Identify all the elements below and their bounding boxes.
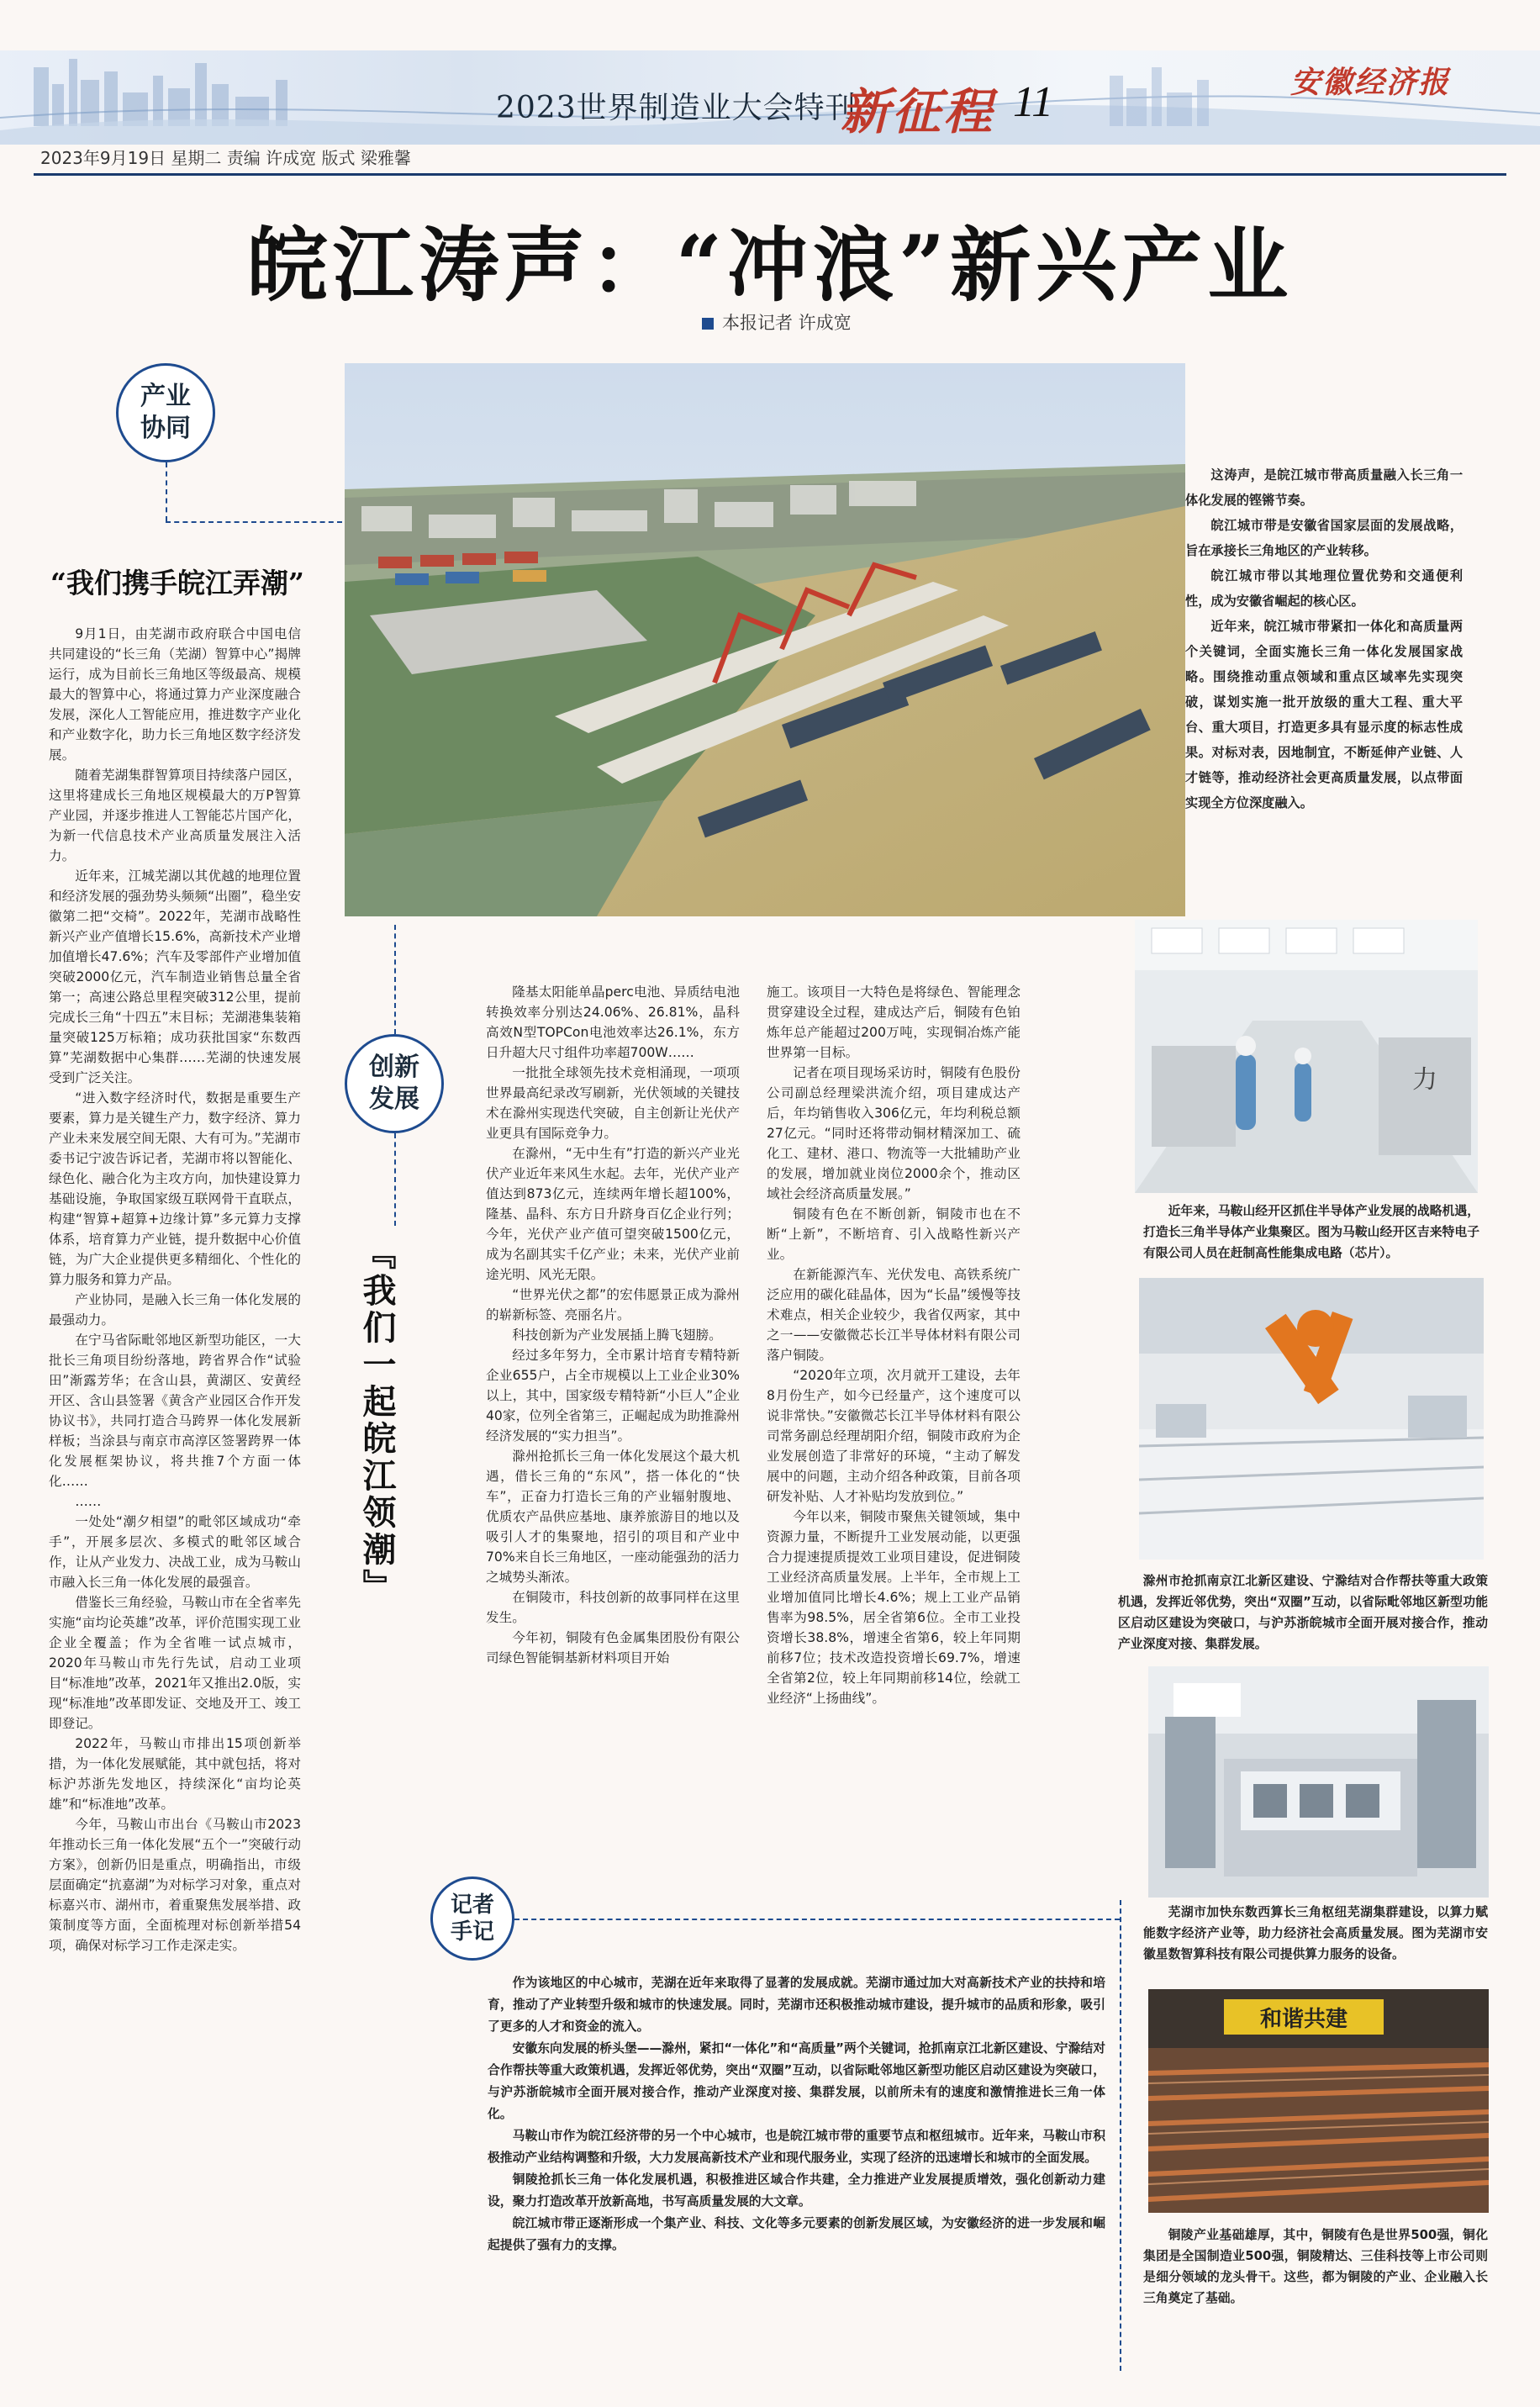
badge-industry-synergy: 产业协同 bbox=[116, 363, 215, 462]
paragraph: “世界光伏之都”的宏伟愿景正成为滁州的崭新标签、亮丽名片。 bbox=[486, 1287, 740, 1322]
left-article-column bbox=[49, 624, 301, 1956]
photo-copper-factory bbox=[1148, 1989, 1489, 2213]
connector-line bbox=[514, 1919, 1120, 1920]
connector-line bbox=[394, 925, 396, 1034]
paragraph: 记者在项目现场采访时，铜陵有色股份公司副总经理梁洪流介绍，项目建成达产后，年均销售收入306亿元，年均利税总额27亿元。“同时还将带动铜材精深加工、硫化工、建材、港口、物流等一大批辅助产业的发展，增加就业岗位2000余个，推动区域社会经济高质量发展。” bbox=[767, 1065, 1021, 1201]
hero-photo-port bbox=[345, 363, 1185, 916]
paragraph: 在铜陵市，科技创新的故事同样在这里发生。 bbox=[486, 1590, 740, 1625]
caption-paragraph: 这涛声，是皖江城市带高质量融入长三角一体化发展的铿锵节奏。 bbox=[1185, 467, 1463, 508]
photo-robot-arm-factory bbox=[1139, 1278, 1484, 1560]
page-number: 11 bbox=[1013, 78, 1054, 126]
paragraph: “2020年立项，次月就开工建设，去年8月份生产，如今已经量产，这个速度可以说非常快。”安徽微芯长江半导体材料有限公司常务副总经理胡阳介绍，铜陵市政府为企业发展创造了非常好的环境，“主动了解发展中的问题，主动介绍各种政策，目前各项研发补贴、人才补贴均发放到位。” bbox=[767, 1368, 1021, 1504]
note-paragraph: 马鞍山市作为皖江经济带的另一个中心城市，也是皖江城市带的重要节点和枢纽城市。近年来，马鞍山市积极推动产业结构调整和升级，大力发展高新技术产业和现代服务业，实现了经济的迅速增长和城市的全面发展。 bbox=[488, 2129, 1105, 2165]
caption-paragraph: 近年来，皖江城市带紧扣一体化和高质量两个关键词，全面实施长三角一体化发展国家战略。围绕推动重点领域和重点区域率先实现突破，谋划实施一批开放级的重大工程、重大平台、重大项目，打造更多具有显示度的标志性成果。对标对表，因地制宜，不断延伸产业链、人才链等，推动经济社会更高质量发展，以点带面实现全方位深度融入。 bbox=[1185, 619, 1463, 810]
paragraph: 一批批全球领先技术竞相涌现，一项项世界最高纪录改写刷新，光伏领域的关键技术在滁州实现迭代突破，自主创新让光伏产业更具有国际竞争力。 bbox=[486, 1065, 740, 1141]
paragraph: 今年初，铜陵有色金属集团股份有限公司绿色智能铜基新材料项目开始 bbox=[486, 1630, 740, 1665]
paragraph: 2022年，马鞍山市排出15项创新举措，为一体化发展赋能，其中就包括，将对标沪苏浙先发地区，持续深化“亩均论英雄”和“标准地”改革。 bbox=[49, 1736, 301, 1812]
photo-sign-text: 力 bbox=[1412, 1065, 1437, 1095]
note-paragraph: 铜陵抢抓长三角一体化发展机遇，积极推进区域合作共建，全力推进产业发展提质增效，强化创新动力建设，聚力打造改革开放新高地，书写高质量发展的大文章。 bbox=[488, 2172, 1105, 2209]
photo-caption: 铜陵产业基础雄厚，其中，铜陵有色是世界500强，铜化集团是全国制造业500强，铜陵精达、三佳科技等上市公司则是细分领域的龙头骨干。这些，都为铜陵的产业、企业融入长三角奠定了基础。 bbox=[1143, 2228, 1488, 2305]
paragraph: 隆基太阳能单晶perc电池、异质结电池转换效率分别达24.06%、26.81%，晶科高效N型TOPCon电池效率达26.1%，东方日升超大尺寸组件功率超700W…… bbox=[486, 984, 740, 1060]
paragraph: 今年，马鞍山市出台《马鞍山市2023年推动长三角一体化发展“五个一”突破行动方案》，创新仍旧是重点，明确指出，市级层面确定“抗嘉湖”为对标学习对象，重点对标嘉兴市、湖州市，着重聚焦发展举措、政策制度等方面，全面梳理对标创新举措54项，确保对标学习工作走深走实。 bbox=[49, 1817, 301, 1953]
photo-caption: 近年来，马鞍山经开区抓住半导体产业发展的战略机遇，打造长三角半导体产业集聚区。图为马鞍山经开区吉来特电子有限公司人员在赶制高性能集成电路（芯片）。 bbox=[1143, 1204, 1479, 1260]
caption-paragraph: 皖江城市带以其地理位置优势和交通便利性，成为安徽省崛起的核心区。 bbox=[1185, 568, 1463, 609]
paragraph: 在新能源汽车、光伏发电、高铁系统广泛应用的碳化硅晶体，因为“长晶”缓慢等技术难点，相关企业较少，我省仅两家，其中之一——安徽微芯长江半导体材料有限公司落户铜陵。 bbox=[767, 1267, 1021, 1363]
paragraph: 在宁马省际毗邻地区新型功能区，一大批长三角项目纷纷落地，跨省界合作“试验田”渐露芳华；在含山县，黄湖区、安黄经开区、含山县签署《黄含产业园区合作开发协议书》，共同打造合马跨界一体化发展新样板；当涂县与南京市高淳区签署跨界一体化发展框架协议，将共推7个方面一体化…… bbox=[49, 1333, 301, 1489]
paragraph: 今年以来，铜陵市聚焦关键领域，集中资源力量，不断提升工业发展动能，以更强合力提速提质提效工业项目建设，促进铜陵工业经济高质量发展。上半年，全市规上工业增加值同比增长4.6%；规上工业产品销售率为98.5%，居全省第6位。全市工业投资增长38.8%，增速全省第6，较上年同期前移7位；技术改造投资增长69.7%，增速全省第2位，较上年同期前移14位，绘就工业经济“上扬曲线”。 bbox=[767, 1509, 1021, 1706]
paragraph: 一处处“潮夕相望”的毗邻区域成功“牵手”，开展多层次、多模式的毗邻区域合作，让从产业发力、决战工业，成为马鞍山市融入长三角一体化发展的最强音。 bbox=[49, 1514, 301, 1590]
calligraphy-title: 新征程 bbox=[841, 83, 995, 140]
paragraph: 借鉴长三角经验，马鞍山市在全省率先实施“亩均论英雄”改革，评价范围实现工业企业全覆盖；作为全省唯一试点城市，2020年马鞍山市先行先试，启动工业项目“标准地”改革，2021年又推出2.0版，实现“标准地”改革即发证、交地及开工、竣工即登记。 bbox=[49, 1595, 301, 1731]
photo-caption: 芜湖市加快东数西算长三角枢纽芜湖集群建设，以算力赋能数字经济产业等，助力经济社会高质量发展。图为芜湖市安徽星数智算科技有限公司提供算力服务的设备。 bbox=[1143, 1905, 1488, 1961]
paragraph: 滁州抢抓长三角一体化发展这个最大机遇，借长三角的“东风”，搭一体化的“快车”，正奋力打造长三角的产业辐射腹地、优质农产品供应基地、康养旅游目的地以及吸引人才的集聚地，招引的项目和产业中70%来自长三角地区，一座动能强劲的活力之城势头渐浓。 bbox=[486, 1449, 740, 1585]
paragraph: 在滁州，“无中生有”打造的新兴产业光伏产业近年来风生水起。去年，光伏产业产值达到873亿元，连续两年增长超100%，隆基、晶科、东方日升跻身百亿企业行列；今年，光伏产业产值可望突破1500亿元，成为名副其实千亿产业；未来，光伏产业前途光明、风光无限。 bbox=[486, 1146, 740, 1282]
paragraph: 近年来，江城芜湖以其优越的地理位置和经济发展的强劲势头频频“出圈”，稳坐安徽第二把“交椅”。2022年，芜湖市战略性新兴产业产值增长15.6%，高新技术产业增加值增长47.6%；汽车及零部件产业增加值突破2000亿元，汽车制造业销售总量全省第一；高速公路总里程突破312公里，提前完成长三角“十四五”末目标；芜湖港集装箱量突破125万标箱；成功获批国家“东数西算”芜湖数据中心集群……芜湖的快速发展受到广泛关注。 bbox=[49, 868, 301, 1085]
paragraph: 科技创新为产业发展插上腾飞翅膀。 bbox=[512, 1328, 722, 1343]
paragraph: 经过多年努力，全市累计培育专精特新企业655户，占全市规模以上工业企业30%以上，其中，国家级专精特新“小巨人”企业40家，位列全省第三，正崛起成为助推滁州经济发展的“实力担当”。 bbox=[486, 1348, 740, 1444]
caption-paragraph: 皖江城市带是安徽省国家层面的发展战略，旨在承接长三角地区的产业转移。 bbox=[1185, 518, 1463, 558]
byline-square-icon bbox=[702, 318, 714, 330]
photo-caption: 滁州市抢抓南京江北新区建设、宁滁结对合作帮扶等重大政策机遇，发挥近邻优势，突出“双圈”互动，以省际毗邻地区新型功能区启动区建设为突破口，与沪苏浙皖城市全面开展对接合作，推动产业深度对接、集群发展。 bbox=[1118, 1574, 1488, 1651]
connector-line bbox=[166, 521, 342, 523]
vertical-section-title: 『我们一起皖江领潮』 bbox=[357, 1236, 397, 1606]
special-issue-title: 2023世界制造业大会特刊 · bbox=[496, 91, 878, 125]
photo-banner-text: 和谐共建 bbox=[1259, 2007, 1348, 2032]
article-column-a bbox=[486, 982, 740, 1668]
badge-reporter-notes: 记者手记 bbox=[430, 1877, 514, 1961]
page-headline: 皖江涛声：“冲浪”新兴产业 bbox=[246, 218, 1294, 313]
connector-line bbox=[166, 462, 167, 521]
paragraph: 施工。该项目一大特色是将绿色、智能理念贯穿建设全过程，建成达产后，铜陵有色铂炼年总产能超过200万吨，实现铜冶炼产能世界第一目标。 bbox=[767, 984, 1021, 1060]
header-rule bbox=[34, 173, 1506, 176]
paragraph: 随着芜湖集群智算项目持续落户园区，这里将建成长三角地区规模最大的万P智算产业园，并逐步推进人工智能芯片国产化，为新一代信息技术产业高质量发展注入活力。 bbox=[49, 768, 301, 863]
paragraph: …… bbox=[75, 1494, 102, 1509]
note-paragraph: 皖江城市带正逐渐形成一个集产业、科技、文化等多元要素的创新发展区域，为安徽经济的进一步发展和崛起提供了强有力的支撑。 bbox=[488, 2216, 1105, 2252]
hero-caption bbox=[1185, 462, 1463, 816]
dateline: 2023年9月19日 星期二 责编 许成宽 版式 梁雅馨 bbox=[40, 148, 411, 168]
newspaper-logo: 安徽经济报 bbox=[1290, 65, 1451, 100]
connector-line bbox=[394, 1133, 396, 1226]
article-column-b bbox=[767, 982, 1021, 1708]
paragraph: 9月1日，由芜湖市政府联合中国电信共同建设的“长三角（芜湖）智算中心”揭牌运行，成为目前长三角地区等级最高、规模最大的智算中心，将通过算力产业深度融合发展，深化人工智能应用，推进数字产业化和产业数字化，助力长三角地区数字经济发展。 bbox=[49, 626, 301, 763]
paragraph: “进入数字经济时代，数据是重要生产要素，算力是关键生产力，数字经济、算力产业未来发展空间无限、大有可为。”芜湖市委书记宁波告诉记者，芜湖市将以智能化、绿色化、融合化为主攻方向，加快建设算力基础设施，争取国家级互联网骨干直联点，构建“智算+超算+边缘计算”多元算力支撑体系，培育算力产业链，提升数据中心价值链，为广大企业提供更多精细化、个性化的算力服务和算力产品。 bbox=[49, 1090, 301, 1287]
paragraph: 产业协同，是融入长三角一体化发展的最强动力。 bbox=[49, 1292, 301, 1328]
note-paragraph: 安徽东向发展的桥头堡——滁州，紧扣“一体化”和“高质量”两个关键词，抢抓南京江北新区建设、宁滁结对合作帮扶等重大政策机遇，发挥近邻优势，突出“双圈”互动，以省际毗邻地区新型功能区启动区建设为突破口，与沪苏浙皖城市全面开展对接合作，推动产业深度对接、集群发展，以前所未有的速度和激情推进长三角一体化。 bbox=[488, 2041, 1105, 2121]
byline bbox=[702, 309, 852, 335]
badge-innovation: 创新发展 bbox=[345, 1034, 444, 1133]
note-paragraph: 作为该地区的中心城市，芜湖在近年来取得了显著的发展成就。芜湖市通过加大对高新技术产业的扶持和培育，推动了产业转型升级和城市的快速发展。同时，芜湖市还积极推动城市建设，提升城市的品质和形象，吸引了更多的人才和资金的流入。 bbox=[488, 1976, 1105, 2034]
photo-semiconductor-lab bbox=[1135, 920, 1478, 1193]
byline-text: 本报记者 许成宽 bbox=[722, 313, 852, 333]
left-subtitle: “我们携手皖江弄潮” bbox=[50, 567, 304, 599]
photo-computing-equipment bbox=[1148, 1666, 1489, 1898]
reporter-notes-text bbox=[488, 1972, 1105, 2257]
paragraph: 铜陵有色在不断创新，铜陵市也在不断“上新”，不断培育、引入战略性新兴产业。 bbox=[767, 1206, 1021, 1262]
